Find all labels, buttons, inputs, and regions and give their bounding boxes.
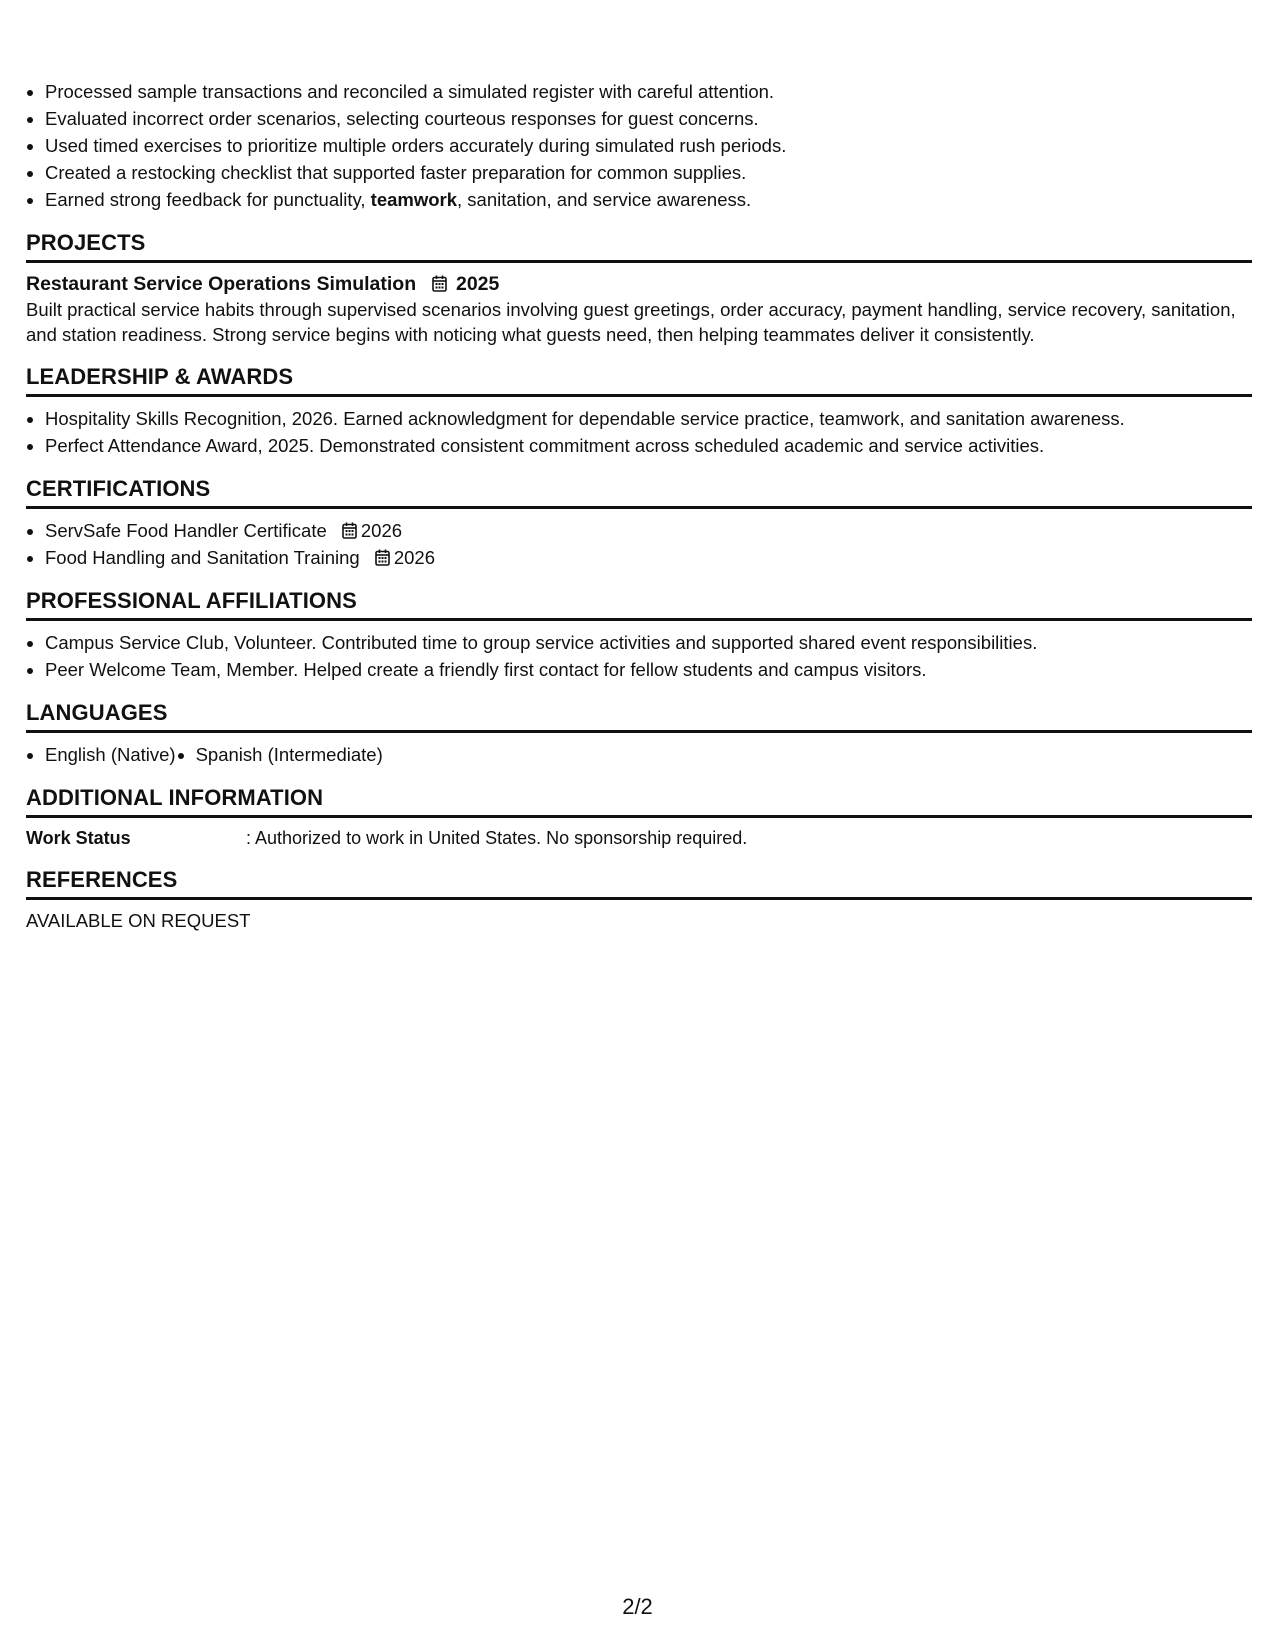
section-divider [26,897,1252,900]
certification-year: 2026 [393,547,436,568]
certifications-section [26,476,1252,571]
work-status-row [26,826,1252,850]
project-name: Restaurant Service Operations Simulation [26,273,417,295]
list-item: • Created a restocking checklist that supported faster preparation for common supplies. [45,159,1252,186]
projects-section [26,230,1252,347]
references-text: AVAILABLE ON REQUEST [26,910,251,931]
certifications-list [26,517,1252,571]
list-item [45,544,1252,571]
calendar-icon [342,522,357,539]
section-divider [26,618,1252,621]
affiliations-section [26,588,1252,683]
list-item: • Hospitality Skills Recognition, 2026. Earned acknowledgment for dependable service practice, teamwork, and sanitation awareness. [45,405,1252,432]
work-status-value: : Authorized to work in United States. No sponsorship required. [246,828,748,848]
certification-name: ServSafe Food Handler Certificate [45,520,327,541]
section-title: CERTIFICATIONS [26,476,211,501]
references-section [26,867,1252,934]
certification-name: Food Handling and Sanitation Training [45,547,360,568]
section-title: LEADERSHIP & AWARDS [26,364,294,389]
project-description: Built practical service habits through supervised scenarios involving guest greetings, order accuracy, payment handling, service recovery, sanitation, and station readiness. Strong service begins with noticing what guests need, then helping teammates deliver it consistently. [26,299,1236,345]
section-divider [26,394,1252,397]
section-title: ADDITIONAL INFORMATION [26,785,324,810]
list-item: • Campus Service Club, Volunteer. Contributed time to group service activities and supported shared event responsibilities. [45,629,1252,656]
section-title: PROFESSIONAL AFFILIATIONS [26,588,357,613]
section-title: LANGUAGES [26,700,168,725]
list-item: • Perfect Attendance Award, 2025. Demonstrated consistent commitment across scheduled academic and service activities. [45,432,1252,459]
calendar-icon [375,549,390,566]
languages-list [26,741,1252,768]
section-title: PROJECTS [26,230,146,255]
awards-list [26,405,1252,459]
list-item: • Peer Welcome Team, Member. Helped create a friendly first contact for fellow students and campus visitors. [45,656,1252,683]
work-status-label: Work Status [26,828,131,848]
resume-page [26,78,1252,934]
calendar-icon [432,275,447,292]
section-divider [26,815,1252,818]
list-item: • Processed sample transactions and reconciled a simulated register with careful attention. [45,78,1252,105]
leadership-section [26,364,1252,459]
list-item: • Used timed exercises to prioritize multiple orders accurately during simulated rush periods. [45,132,1252,159]
project-year: 2025 [455,273,500,295]
project-heading [26,271,1252,297]
list-item: • Spanish (Intermediate) [196,741,383,768]
list-item [45,517,1252,544]
list-item: • English (Native) [45,741,176,768]
page-number: 2/2 [622,1594,653,1619]
certification-year: 2026 [360,520,403,541]
section-divider [26,506,1252,509]
bold-keyword: teamwork [370,189,458,210]
list-item: • Evaluated incorrect order scenarios, selecting courteous responses for guest concerns. [45,105,1252,132]
experience-bullets [26,78,1252,213]
languages-section [26,700,1252,768]
additional-section [26,785,1252,850]
section-divider [26,730,1252,733]
list-item: • Earned strong feedback for punctuality, teamwork, sanitation, and service awareness. [45,186,1252,213]
section-divider [26,260,1252,263]
affiliations-list [26,629,1252,683]
section-title: REFERENCES [26,867,178,892]
